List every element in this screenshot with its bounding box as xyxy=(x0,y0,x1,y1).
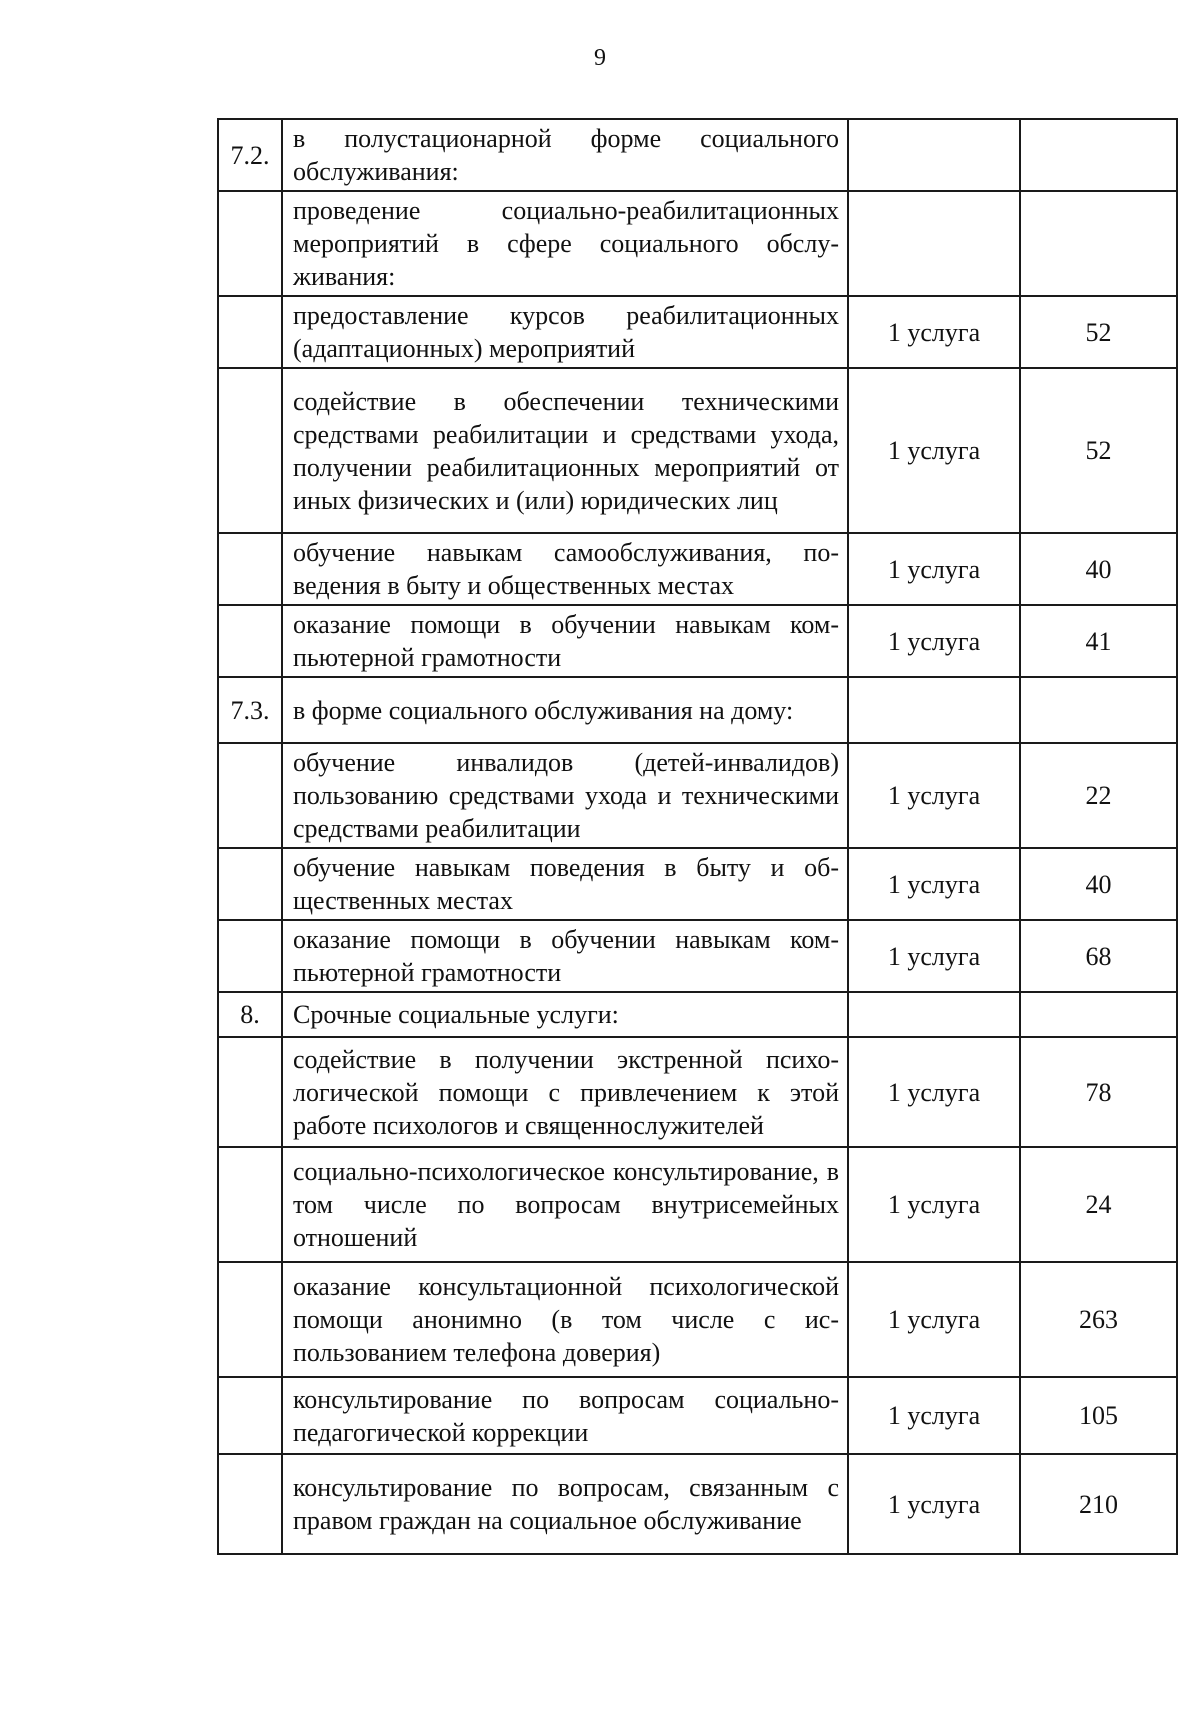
row-number-cell xyxy=(218,533,282,605)
table-row xyxy=(218,1454,1177,1554)
price-cell: 210 xyxy=(1020,1454,1177,1554)
service-name-cell: Срочные социальные услуги: xyxy=(282,992,848,1037)
table-row xyxy=(218,1262,1177,1377)
service-name-cell: социально-психологическое консультирование, в том числе по вопросам внутрисемейных отношений xyxy=(282,1147,848,1262)
row-number-cell xyxy=(218,1037,282,1147)
unit-cell: 1 услуга xyxy=(848,533,1020,605)
unit-cell: 1 услуга xyxy=(848,1377,1020,1454)
service-name-cell: оказание помощи в обучении навыкам компьютерной грамотности xyxy=(282,920,848,992)
unit-cell: 1 услуга xyxy=(848,1262,1020,1377)
row-number-cell xyxy=(218,1377,282,1454)
service-name-cell: консультирование по вопросам, связанным с правом граждан на социальное обслуживание xyxy=(282,1454,848,1554)
price-cell: 40 xyxy=(1020,533,1177,605)
unit-cell: 1 услуга xyxy=(848,848,1020,920)
price-cell: 24 xyxy=(1020,1147,1177,1262)
row-number-cell xyxy=(218,920,282,992)
price-cell: 41 xyxy=(1020,605,1177,677)
row-number-cell xyxy=(218,1147,282,1262)
price-cell xyxy=(1020,992,1177,1037)
row-number-cell xyxy=(218,1454,282,1554)
row-number-cell xyxy=(218,743,282,848)
table-row xyxy=(218,296,1177,368)
row-number-cell xyxy=(218,368,282,533)
price-cell xyxy=(1020,191,1177,296)
row-number-cell xyxy=(218,605,282,677)
service-name-cell: оказание консультационной психологической помощи анонимно (в том числе с использованием телефона доверия) xyxy=(282,1262,848,1377)
table-row xyxy=(218,1037,1177,1147)
table-row xyxy=(218,119,1177,191)
table-row xyxy=(218,992,1177,1037)
table-row xyxy=(218,605,1177,677)
table-row xyxy=(218,848,1177,920)
service-name-cell: в полустационарной форме социального обслуживания: xyxy=(282,119,848,191)
service-name-cell: предоставление курсов реабилитационных (адаптационных) мероприятий xyxy=(282,296,848,368)
unit-cell: 1 услуга xyxy=(848,368,1020,533)
service-name-cell: консультирование по вопросам социально-педагогической коррекции xyxy=(282,1377,848,1454)
table-row xyxy=(218,677,1177,743)
page-number: 9 xyxy=(594,45,606,71)
unit-cell: 1 услуга xyxy=(848,1454,1020,1554)
unit-cell xyxy=(848,992,1020,1037)
unit-cell xyxy=(848,119,1020,191)
service-name-cell: содействие в обеспечении техническими средствами реабилитации и средствами ухода, получении реабилитационных мероприятий от иных физических и (или) юридических лиц xyxy=(282,368,848,533)
price-cell: 263 xyxy=(1020,1262,1177,1377)
price-cell: 22 xyxy=(1020,743,1177,848)
table-row xyxy=(218,743,1177,848)
price-cell: 78 xyxy=(1020,1037,1177,1147)
price-cell: 52 xyxy=(1020,368,1177,533)
price-cell xyxy=(1020,677,1177,743)
service-name-cell: оказание помощи в обучении навыкам компьютерной грамотности xyxy=(282,605,848,677)
unit-cell: 1 услуга xyxy=(848,296,1020,368)
service-name-cell: обучение навыкам поведения в быту и общественных местах xyxy=(282,848,848,920)
row-number-cell xyxy=(218,848,282,920)
unit-cell: 1 услуга xyxy=(848,1037,1020,1147)
unit-cell: 1 услуга xyxy=(848,743,1020,848)
price-cell: 52 xyxy=(1020,296,1177,368)
table-row xyxy=(218,1147,1177,1262)
row-number-cell: 7.3. xyxy=(218,677,282,743)
row-number-cell: 7.2. xyxy=(218,119,282,191)
service-name-cell: в форме социального обслуживания на дому: xyxy=(282,677,848,743)
unit-cell xyxy=(848,677,1020,743)
unit-cell: 1 услуга xyxy=(848,605,1020,677)
row-number-cell xyxy=(218,1262,282,1377)
table-row xyxy=(218,533,1177,605)
services-table xyxy=(217,118,1178,1555)
service-name-cell: проведение социально-реабилитационных мероприятий в сфере социального обслуживания: xyxy=(282,191,848,296)
table-row xyxy=(218,191,1177,296)
service-name-cell: обучение инвалидов (детей-инвалидов) пользованию средствами ухода и техническими средствами реабилитации xyxy=(282,743,848,848)
service-name-cell: обучение навыкам самообслуживания, поведения в быту и общественных местах xyxy=(282,533,848,605)
unit-cell xyxy=(848,191,1020,296)
table-row xyxy=(218,920,1177,992)
row-number-cell xyxy=(218,191,282,296)
unit-cell: 1 услуга xyxy=(848,920,1020,992)
unit-cell: 1 услуга xyxy=(848,1147,1020,1262)
row-number-cell xyxy=(218,296,282,368)
price-cell xyxy=(1020,119,1177,191)
price-cell: 40 xyxy=(1020,848,1177,920)
service-name-cell: содействие в получении экстренной психологической помощи с привлечением к этой работе психологов и священнослужителей xyxy=(282,1037,848,1147)
price-cell: 105 xyxy=(1020,1377,1177,1454)
table-row xyxy=(218,1377,1177,1454)
table-row xyxy=(218,368,1177,533)
row-number-cell: 8. xyxy=(218,992,282,1037)
price-cell: 68 xyxy=(1020,920,1177,992)
